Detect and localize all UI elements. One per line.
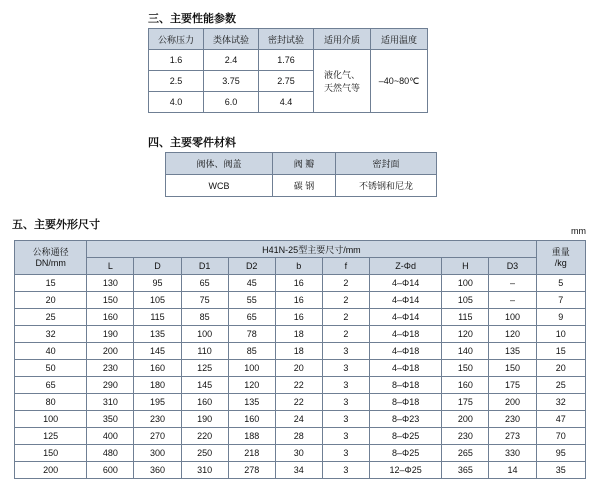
cell-H: 115 xyxy=(442,309,489,326)
cell-seal-test-1: 1.76 xyxy=(259,50,314,71)
cell-D2: 188 xyxy=(228,428,275,445)
cell-D2: 45 xyxy=(228,275,275,292)
table-row xyxy=(15,360,586,377)
cell-H: 120 xyxy=(442,326,489,343)
cell-D: 195 xyxy=(134,394,181,411)
cell-D1: 250 xyxy=(181,445,228,462)
cell-L: 400 xyxy=(87,428,134,445)
cell-D1: 310 xyxy=(181,462,228,479)
cell-f: 3 xyxy=(322,360,369,377)
cell-Zd: 8–Φ25 xyxy=(369,445,441,462)
cell-D3: – xyxy=(489,275,536,292)
cell-f: 2 xyxy=(322,309,369,326)
cell-weight: 25 xyxy=(536,377,586,394)
table-row xyxy=(149,29,428,50)
cell-L: 600 xyxy=(87,462,134,479)
cell-D1: 85 xyxy=(181,309,228,326)
header-cell-b: b xyxy=(275,258,322,275)
table-row xyxy=(15,258,586,275)
cell-b: 20 xyxy=(275,360,322,377)
cell-L: 290 xyxy=(87,377,134,394)
header-cell-D: D xyxy=(134,258,181,275)
cell-L: 160 xyxy=(87,309,134,326)
header-cell-sealing-face: 密封面 xyxy=(336,153,437,175)
header-cell-nominal-diameter xyxy=(15,241,87,275)
cell-medium-line2: 天然气等 xyxy=(323,83,360,93)
cell-D2: 85 xyxy=(228,343,275,360)
cell-dn: 15 xyxy=(15,275,87,292)
table-row xyxy=(15,292,586,309)
cell-body-bonnet-material: WCB xyxy=(166,175,273,197)
cell-D: 105 xyxy=(134,292,181,309)
cell-weight: 7 xyxy=(536,292,586,309)
cell-dn: 150 xyxy=(15,445,87,462)
cell-f: 3 xyxy=(322,377,369,394)
cell-D: 360 xyxy=(134,462,181,479)
cell-D3: 330 xyxy=(489,445,536,462)
header-dn-line2: DN/mm xyxy=(35,257,66,268)
cell-D2: 218 xyxy=(228,445,275,462)
cell-H: 365 xyxy=(442,462,489,479)
cell-b: 16 xyxy=(275,292,322,309)
cell-dn: 32 xyxy=(15,326,87,343)
cell-L: 310 xyxy=(87,394,134,411)
cell-H: 265 xyxy=(442,445,489,462)
cell-temperature: –40~80℃ xyxy=(371,50,428,113)
header-cell-H: H xyxy=(442,258,489,275)
cell-D2: 160 xyxy=(228,411,275,428)
cell-sealing-face-material: 不锈钢和尼龙 xyxy=(336,175,437,197)
cell-Zd: 4–Φ18 xyxy=(369,343,441,360)
cell-Zd: 4–Φ18 xyxy=(369,360,441,377)
cell-D2: 55 xyxy=(228,292,275,309)
cell-Zd: 8–Φ18 xyxy=(369,394,441,411)
cell-dn: 20 xyxy=(15,292,87,309)
header-cell-body-bonnet: 阀体、阀盖 xyxy=(166,153,273,175)
cell-f: 3 xyxy=(322,343,369,360)
cell-D1: 160 xyxy=(181,394,228,411)
cell-D: 300 xyxy=(134,445,181,462)
cell-dn: 125 xyxy=(15,428,87,445)
table-row xyxy=(149,50,428,71)
table-row xyxy=(15,326,586,343)
cell-b: 22 xyxy=(275,377,322,394)
cell-weight: 32 xyxy=(536,394,586,411)
cell-f: 2 xyxy=(322,292,369,309)
table-row xyxy=(15,275,586,292)
cell-D: 135 xyxy=(134,326,181,343)
cell-D2: 78 xyxy=(228,326,275,343)
cell-D1: 75 xyxy=(181,292,228,309)
dimensions-table xyxy=(14,240,586,479)
cell-medium-line1: 液化气、 xyxy=(323,70,360,80)
cell-f: 3 xyxy=(322,411,369,428)
cell-pressure-1: 1.6 xyxy=(149,50,204,71)
cell-D2: 120 xyxy=(228,377,275,394)
cell-D1: 125 xyxy=(181,360,228,377)
cell-b: 16 xyxy=(275,309,322,326)
cell-Zd: 4–Φ14 xyxy=(369,275,441,292)
cell-seal-test-3: 4.4 xyxy=(259,92,314,113)
cell-L: 480 xyxy=(87,445,134,462)
cell-body-test-1: 2.4 xyxy=(204,50,259,71)
cell-H: 160 xyxy=(442,377,489,394)
cell-f: 3 xyxy=(322,394,369,411)
header-cell-seal-test: 密封试验 xyxy=(259,29,314,50)
cell-L: 200 xyxy=(87,343,134,360)
cell-b: 18 xyxy=(275,343,322,360)
cell-seal-test-2: 2.75 xyxy=(259,71,314,92)
cell-f: 3 xyxy=(322,428,369,445)
cell-H: 105 xyxy=(442,292,489,309)
cell-D: 160 xyxy=(134,360,181,377)
cell-D3: 230 xyxy=(489,411,536,428)
performance-table xyxy=(148,28,428,113)
table-row xyxy=(166,153,437,175)
cell-D3: 150 xyxy=(489,360,536,377)
cell-dn: 25 xyxy=(15,309,87,326)
table-row xyxy=(15,462,586,479)
performance-section-title: 三、主要性能参数 xyxy=(148,13,236,25)
cell-D2: 65 xyxy=(228,309,275,326)
cell-Zd: 4–Φ18 xyxy=(369,326,441,343)
header-cell-disc: 阀 瓣 xyxy=(273,153,336,175)
header-cell-Zd: Z-Φd xyxy=(369,258,441,275)
cell-f: 3 xyxy=(322,462,369,479)
cell-Zd: 4–Φ14 xyxy=(369,309,441,326)
cell-pressure-3: 4.0 xyxy=(149,92,204,113)
cell-weight: 47 xyxy=(536,411,586,428)
cell-D3: 100 xyxy=(489,309,536,326)
table-row xyxy=(15,377,586,394)
cell-body-test-2: 3.75 xyxy=(204,71,259,92)
cell-D: 95 xyxy=(134,275,181,292)
table-row xyxy=(15,445,586,462)
cell-D1: 100 xyxy=(181,326,228,343)
dimensions-unit-label: mm xyxy=(571,226,586,236)
cell-D1: 110 xyxy=(181,343,228,360)
cell-b: 16 xyxy=(275,275,322,292)
cell-D3: 200 xyxy=(489,394,536,411)
table-row xyxy=(15,309,586,326)
cell-D2: 100 xyxy=(228,360,275,377)
cell-body-test-3: 6.0 xyxy=(204,92,259,113)
cell-f: 2 xyxy=(322,275,369,292)
cell-b: 18 xyxy=(275,326,322,343)
table-row xyxy=(166,175,437,197)
cell-b: 24 xyxy=(275,411,322,428)
material-section-title: 四、主要零件材料 xyxy=(148,137,236,149)
cell-D1: 145 xyxy=(181,377,228,394)
cell-weight: 95 xyxy=(536,445,586,462)
cell-H: 175 xyxy=(442,394,489,411)
cell-D1: 65 xyxy=(181,275,228,292)
cell-dn: 50 xyxy=(15,360,87,377)
cell-weight: 5 xyxy=(536,275,586,292)
cell-dn: 100 xyxy=(15,411,87,428)
header-cell-D2: D2 xyxy=(228,258,275,275)
cell-D1: 190 xyxy=(181,411,228,428)
cell-f: 2 xyxy=(322,326,369,343)
cell-b: 34 xyxy=(275,462,322,479)
cell-H: 230 xyxy=(442,428,489,445)
cell-dn: 200 xyxy=(15,462,87,479)
cell-H: 200 xyxy=(442,411,489,428)
cell-D3: 175 xyxy=(489,377,536,394)
header-weight-line2: /kg xyxy=(554,257,567,268)
header-cell-L: L xyxy=(87,258,134,275)
cell-Zd: 8–Φ25 xyxy=(369,428,441,445)
table-row xyxy=(15,411,586,428)
cell-D: 115 xyxy=(134,309,181,326)
cell-D: 270 xyxy=(134,428,181,445)
header-cell-f: f xyxy=(322,258,369,275)
cell-D3: 135 xyxy=(489,343,536,360)
cell-H: 100 xyxy=(442,275,489,292)
cell-L: 350 xyxy=(87,411,134,428)
header-weight-line1: 重量 xyxy=(551,246,570,257)
cell-D: 145 xyxy=(134,343,181,360)
table-row xyxy=(15,394,586,411)
dimensions-section-title: 五、主要外形尺寸 xyxy=(12,219,100,231)
header-cell-body-test: 类体试验 xyxy=(204,29,259,50)
header-cell-weight xyxy=(536,241,586,275)
cell-H: 150 xyxy=(442,360,489,377)
material-table xyxy=(165,152,437,197)
cell-D2: 135 xyxy=(228,394,275,411)
header-cell-D1: D1 xyxy=(181,258,228,275)
cell-dn: 80 xyxy=(15,394,87,411)
cell-D: 230 xyxy=(134,411,181,428)
cell-D2: 278 xyxy=(228,462,275,479)
cell-weight: 9 xyxy=(536,309,586,326)
cell-D1: 220 xyxy=(181,428,228,445)
cell-medium xyxy=(314,50,371,113)
cell-L: 230 xyxy=(87,360,134,377)
cell-disc-material: 碳 钢 xyxy=(273,175,336,197)
cell-weight: 20 xyxy=(536,360,586,377)
cell-D3: 120 xyxy=(489,326,536,343)
table-row xyxy=(15,343,586,360)
cell-H: 140 xyxy=(442,343,489,360)
cell-Zd: 12–Φ25 xyxy=(369,462,441,479)
cell-dn: 65 xyxy=(15,377,87,394)
cell-D3: – xyxy=(489,292,536,309)
cell-weight: 10 xyxy=(536,326,586,343)
cell-Zd: 8–Φ18 xyxy=(369,377,441,394)
header-cell-temperature: 适用温度 xyxy=(371,29,428,50)
table-row xyxy=(15,428,586,445)
cell-L: 150 xyxy=(87,292,134,309)
table-row xyxy=(15,241,586,258)
cell-b: 28 xyxy=(275,428,322,445)
cell-D3: 14 xyxy=(489,462,536,479)
cell-Zd: 4–Φ14 xyxy=(369,292,441,309)
cell-f: 3 xyxy=(322,445,369,462)
cell-dn: 40 xyxy=(15,343,87,360)
header-cell-D3: D3 xyxy=(489,258,536,275)
cell-Zd: 8–Φ23 xyxy=(369,411,441,428)
cell-D3: 273 xyxy=(489,428,536,445)
cell-L: 190 xyxy=(87,326,134,343)
header-dn-line1: 公称通径 xyxy=(32,246,69,257)
cell-D: 180 xyxy=(134,377,181,394)
cell-weight: 15 xyxy=(536,343,586,360)
cell-weight: 70 xyxy=(536,428,586,445)
header-cell-group: H41N-25型主要尺寸/mm xyxy=(87,241,536,258)
cell-pressure-2: 2.5 xyxy=(149,71,204,92)
cell-b: 30 xyxy=(275,445,322,462)
header-cell-medium: 适用介质 xyxy=(314,29,371,50)
header-cell-nominal-pressure: 公称压力 xyxy=(149,29,204,50)
cell-b: 22 xyxy=(275,394,322,411)
cell-L: 130 xyxy=(87,275,134,292)
cell-weight: 35 xyxy=(536,462,586,479)
